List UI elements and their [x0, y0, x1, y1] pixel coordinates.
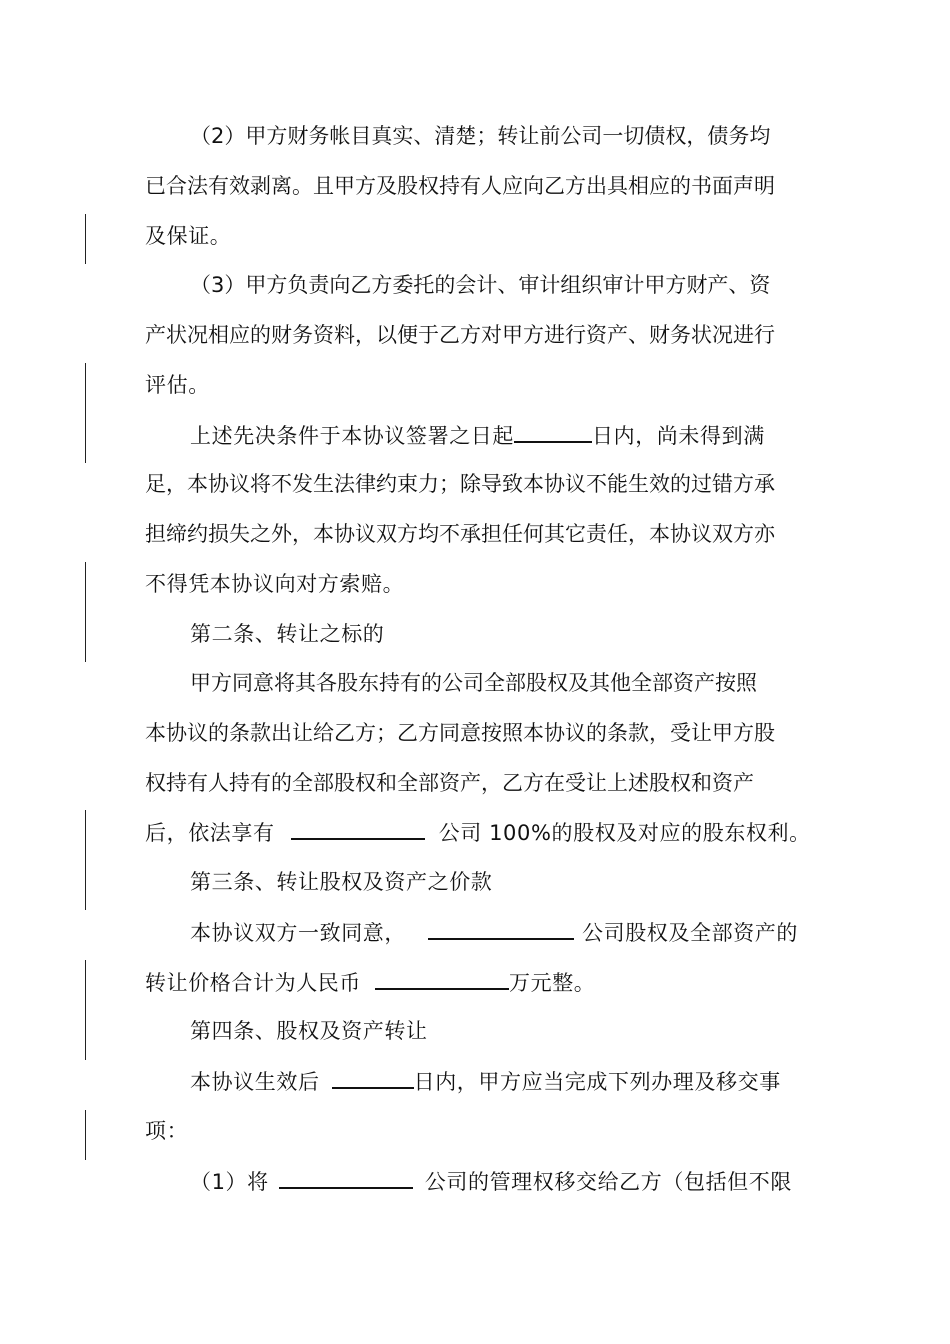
- text-segment: 公司 100%的股权及对应的股东权利。: [438, 821, 811, 845]
- section-heading: 第四条、股权及资产转让: [190, 1019, 428, 1043]
- text-line: 担缔约损失之外，本协议双方均不承担任何其它责任，本协议双方亦: [145, 522, 775, 546]
- text-line: 项：: [145, 1119, 189, 1143]
- section-heading: 第二条、转让之标的: [190, 622, 385, 646]
- text-line: [190, 1061, 810, 1101]
- text-line: 及保证。: [145, 224, 232, 248]
- blank-days-field[interactable]: [332, 1061, 414, 1089]
- text-line: [190, 415, 810, 455]
- text-line: [145, 812, 810, 852]
- text-line: （3）甲方负责向乙方委托的会计、审计组织审计甲方财产、资: [190, 273, 771, 297]
- text-line: 产状况相应的财务资料，以便于乙方对甲方进行资产、财务状况进行: [145, 323, 775, 347]
- blank-company-field[interactable]: [279, 1161, 413, 1189]
- section-heading: 第三条、转让股权及资产之价款: [190, 870, 493, 894]
- blank-company-field[interactable]: [428, 912, 574, 940]
- blank-price-field[interactable]: [375, 962, 509, 990]
- blank-company-field[interactable]: [291, 812, 425, 840]
- text-segment: 本协议生效后: [190, 1070, 320, 1094]
- text-segment: 上述先决条件于本协议签署之日起: [190, 424, 514, 448]
- text-line: 不得凭本协议向对方索赔。: [145, 572, 405, 596]
- text-line: 甲方同意将其各股东持有的公司全部股权及其他全部资产按照: [190, 671, 757, 695]
- text-line: （2）甲方财务帐目真实、清楚；转让前公司一切债权，债务均: [190, 124, 771, 148]
- text-segment: 本协议双方一致同意，: [190, 921, 406, 945]
- revision-bar: [85, 562, 86, 662]
- revision-bar: [85, 960, 86, 1060]
- text-segment: （1）将: [190, 1170, 269, 1194]
- text-line: [190, 1161, 810, 1201]
- revision-bar: [85, 363, 86, 463]
- text-line: [190, 912, 810, 952]
- text-line: [145, 962, 810, 1002]
- revision-bar: [85, 810, 86, 910]
- revision-bar: [85, 1110, 86, 1160]
- text-line: 权持有人持有的全部股权和全部资产，乙方在受让上述股权和资产: [145, 771, 754, 795]
- text-line: 足，本协议将不发生法律约束力；除导致本协议不能生效的过错方承: [145, 472, 775, 496]
- text-segment: 日内，甲方应当完成下列办理及移交事: [413, 1070, 781, 1094]
- text-segment: 日内，尚未得到满: [592, 424, 765, 448]
- text-line: 已合法有效剥离。且甲方及股权持有人应向乙方出具相应的书面声明: [145, 174, 775, 198]
- text-segment: 后，依法享有: [145, 821, 275, 845]
- revision-bar: [85, 214, 86, 264]
- text-segment: 转让价格合计为人民币: [145, 971, 361, 995]
- text-segment: 公司股权及全部资产的: [582, 921, 798, 945]
- text-line: 评估。: [145, 373, 210, 397]
- blank-days-field[interactable]: [514, 415, 592, 443]
- text-line: 本协议的条款出让给乙方；乙方同意按照本协议的条款，受让甲方股: [145, 721, 775, 745]
- text-segment: 公司的管理权移交给乙方（包括但不限: [424, 1170, 792, 1194]
- text-segment: 万元整。: [509, 971, 596, 995]
